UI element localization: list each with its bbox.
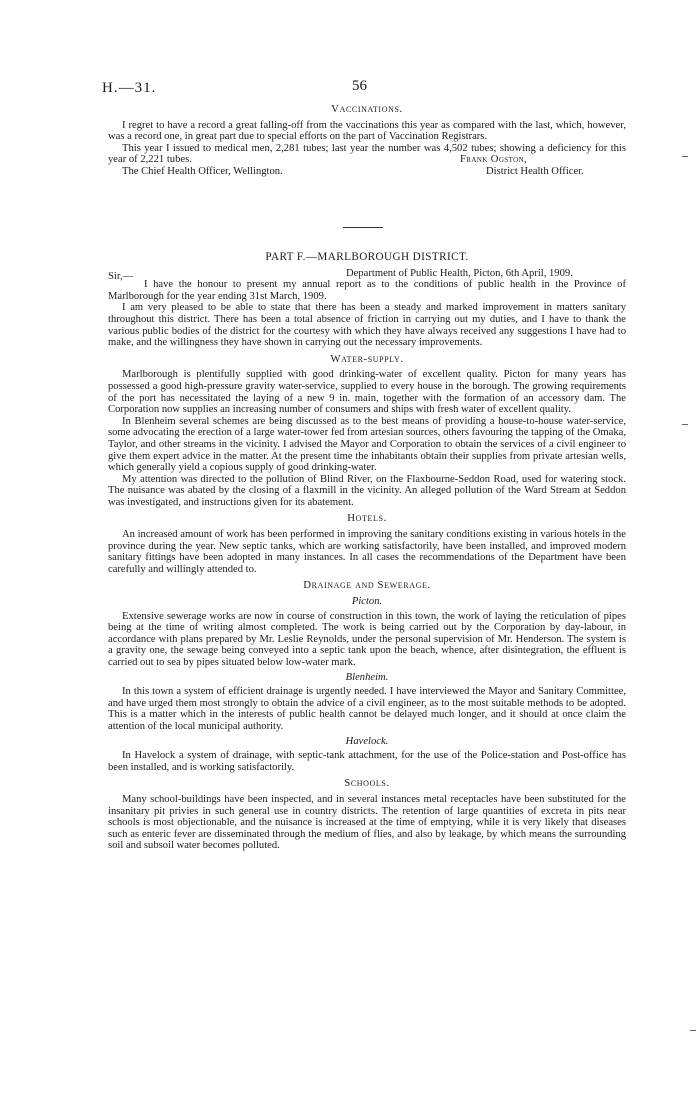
- vaccinations-paragraph-2: This year I issued to medical men, 2,281 tubes; last year the number was 4,502 tubes; showing a deficiency for this year of 2,221 tubes.: [108, 142, 626, 166]
- schools-paragraph-1: Many school-buildings have been inspected, and in several instances metal receptacles have been substituted for the insanitary pit privies in such general use in country districts. The retention of large quantities of excreta in pits near schools is most objectionable, and the nuisance is increased at the time of emptying, while it is very likely that diseases such as enteric fever are disseminated through the medium of flies, and also by leakage, by which means the surrounding soil and subsoil water becomes polluted.: [108, 793, 626, 852]
- havelock-paragraph: In Havelock a system of drainage, with septic-tank attachment, for the use of the Police-station and Post-office has been installed, and is working satisfactorily.: [108, 750, 626, 773]
- signature-title: District Health Officer.: [486, 165, 584, 177]
- intro-paragraph-1: I have the honour to present my annual report as to the conditions of public health in the Province of Marlborough for the year ending 31st March, 1909.: [108, 279, 626, 302]
- blenheim-paragraph: In this town a system of efficient drainage is urgently needed. I have interviewed the Mayor and Sanitary Committee, and have urged them most strongly to obtain the advice of a civil engineer, as to the most suitable methods to be adopted. This is a matter which in the interests of public health cannot be delayed much longer, and it should at once claim the attention of the local municipal authority.: [108, 686, 626, 732]
- salutation: Sir,—: [108, 270, 134, 282]
- signature-name: Frank Ogston,: [460, 154, 528, 166]
- margin-mark: [682, 156, 688, 157]
- vaccinations-section: [108, 104, 626, 178]
- picton-paragraph: Extensive sewerage works are now in course of construction in this town, the work of laying the reticulation of pipes being at the time of writing almost completed. The work is being carried out by the Corporation by day-labour, in accordance with plans prepared by Mr. Leslie Reynolds, under the personal supervision of Mr. Henderson. The system is a gravity one, the sewage being conveyed into a septic tank upon the beach, whence, after disintegration, the effluent is carried out to sea by pipes situated below low-water mark.: [108, 610, 626, 668]
- part-f-section: [108, 252, 626, 852]
- vaccinations-paragraph-1: I regret to have a record a great falling-off from the vaccinations this year as compared with the last, which, however, was a record one, in great part due to special efforts on the part of Vaccination Registrars.: [108, 119, 626, 143]
- picton-subheading: Picton.: [351, 596, 383, 608]
- water-supply-heading: Water-supply.: [330, 352, 404, 365]
- havelock-subheading: Havelock.: [345, 735, 389, 747]
- part-f-title: PART F.—MARLBOROUGH DISTRICT.: [265, 251, 469, 263]
- dateline: Department of Public Health, Picton, 6th April, 1909.: [346, 267, 573, 279]
- margin-mark: [690, 1030, 696, 1031]
- hotels-heading: Hotels.: [347, 512, 387, 525]
- blenheim-subheading: Blenheim.: [345, 671, 389, 683]
- hotels-paragraph-1: An increased amount of work has been performed in improving the sanitary conditions existing in various hotels in the province during the year. New septic tanks, which are working satisfactorily, have been installed, and improved modern sanitary fittings have been adopted in many instances. In all cases the recommendations of the Department have been carefully and willingly attended to.: [108, 529, 626, 575]
- addressee: The Chief Health Officer, Wellington.: [122, 165, 283, 177]
- report-reference: H.—31.: [102, 80, 157, 96]
- water-supply-paragraph-3: My attention was directed to the pollution of Blind River, on the Flaxbourne-Seddon Road, used for watering stock. The nuisance was abated by the closing of a flaxmill in the vicinity. An alleged pollution of the Ward Stream at Seddon was investigated, and instructions given for its abatement.: [108, 473, 626, 508]
- intro-paragraph-2: I am very pleased to be able to state that there has been a steady and marked improvement in matters sanitary throughout this district. There has been a total absence of friction in carrying out my duties, and I have to thank the various public bodies of the district for the courtesy with which they have always received any suggestions I have had to make, and the willingness they have shown in carrying out the necessary improvements.: [108, 302, 626, 349]
- water-supply-paragraph-2: In Blenheim several schemes are being discussed as to the best means of providing a house-to-house water-service, some advocating the erection of a large water-tower fed from artesian sources, others favouring the tapping of the Omaka, Taylor, and other streams in the vicinity. I advised the Mayor and Corporation to obtain the services of a civil engineer to give them expert advice in the matter. At the present time the inhabitants obtain their supplies from private artesian wells, which generally yield a copious supply of good drinking-water.: [108, 415, 626, 474]
- drainage-heading: Drainage and Sewerage.: [303, 579, 431, 592]
- signature-row: [108, 154, 626, 166]
- schools-heading: Schools.: [344, 777, 390, 790]
- vaccinations-heading: Vaccinations.: [331, 103, 403, 115]
- addressee-row: [108, 166, 626, 178]
- letter-opening: [108, 268, 626, 280]
- margin-mark: [682, 424, 688, 425]
- page-number: 56: [352, 78, 367, 94]
- water-supply-paragraph-1: Marlborough is plentifully supplied with good drinking-water of excellent quality. Picton for many years has possessed a good high-pressure gravity water-service, supplied to every house in the borough. The growing requirements of the port has necessitated the laying of a new 9 in. main, together with the formation of an accessory dam. The Corporation now supplies an increasing number of consumers and ships with fresh water of excellent quality.: [108, 369, 626, 416]
- section-divider: [343, 227, 383, 228]
